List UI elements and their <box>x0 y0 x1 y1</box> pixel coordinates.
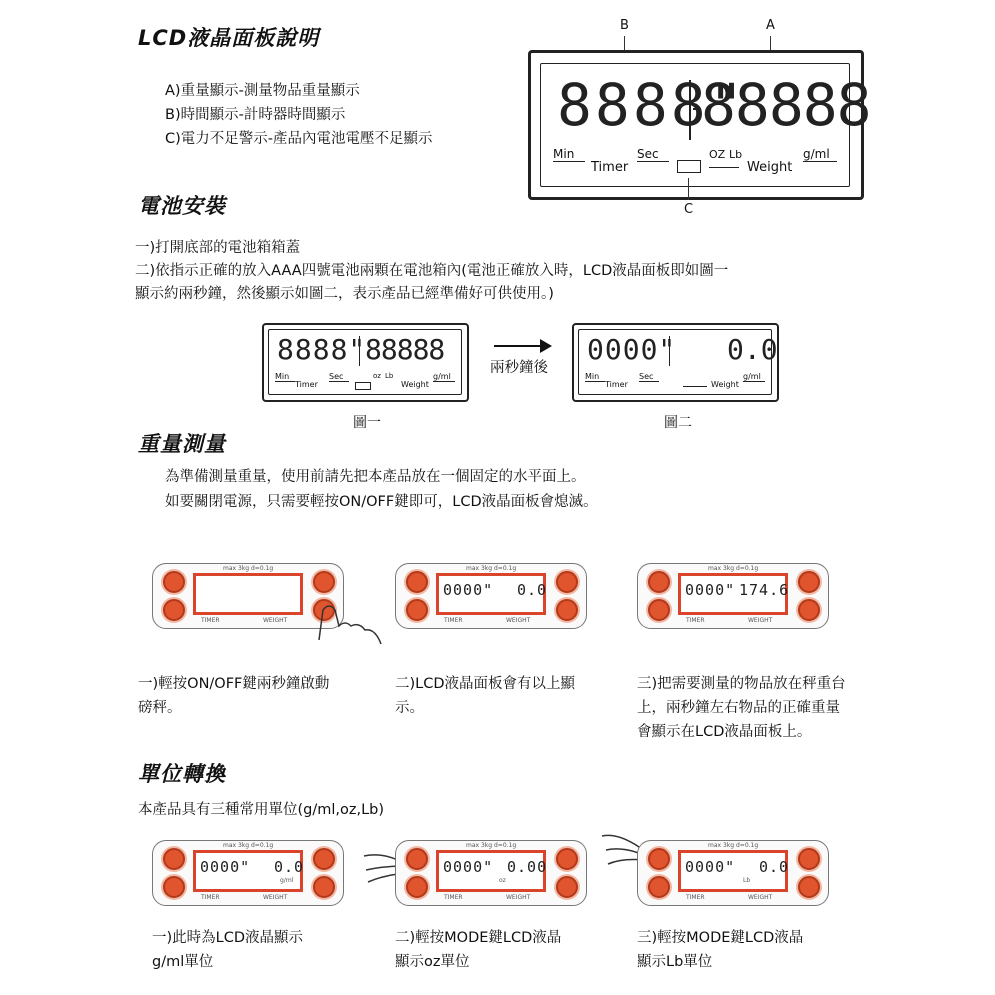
left-bottom-button[interactable] <box>648 876 670 898</box>
device-weight-readout: 174.6 <box>739 581 790 599</box>
device-timer-label: TIMER <box>201 617 220 624</box>
left-bottom-button[interactable] <box>163 876 185 898</box>
fig1-battery-icon <box>355 382 371 390</box>
device-timer-readout: 0000" <box>443 581 494 599</box>
mode-button[interactable] <box>648 848 670 870</box>
device-weight-label: WEIGHT <box>506 617 531 624</box>
right-top-button[interactable] <box>313 571 335 593</box>
unit-step-3-text: 三)輕按MODE鍵LCD液晶顯示Lb單位 <box>637 930 804 970</box>
on-off-button[interactable] <box>556 599 578 621</box>
weigh-section-title: 重量測量 <box>138 432 226 456</box>
fig2-lcd <box>572 323 779 402</box>
battery-step-1: 一)打開底部的電池箱箱蓋 <box>135 240 301 256</box>
device-timer-label: TIMER <box>201 894 220 901</box>
device-screen <box>436 850 546 892</box>
left-bottom-button[interactable] <box>406 599 428 621</box>
right-top-button[interactable] <box>556 571 578 593</box>
scale-device-step-2 <box>395 563 587 629</box>
lcd-desc-a: A)重量顯示-測量物品重量顯示 <box>165 83 360 99</box>
unit-step-2-text: 二)輕按MODE鍵LCD液晶顯示oz單位 <box>395 930 562 970</box>
fig1-gml: g/ml <box>433 372 455 382</box>
fig2-gml: g/ml <box>743 372 765 382</box>
weigh-step-2-text: 二)LCD液晶面板會有以上顯示。 <box>395 676 576 716</box>
battery-step-2: 二)依指示正確的放入AAA四號電池兩顆在電池箱內(電池正確放入時，LCD液晶面板即如圖一 <box>135 263 729 279</box>
device-timer-readout: 0000" <box>685 858 736 876</box>
device-weight-label: WEIGHT <box>263 894 288 901</box>
big-lcd-sec: Sec <box>637 148 669 162</box>
pressing-hand-icon <box>315 600 385 650</box>
fig2-divider <box>669 336 670 366</box>
right-top-button[interactable] <box>798 848 820 870</box>
device-unit-label: Lb <box>743 877 751 884</box>
device-timer-readout: 0000" <box>443 858 494 876</box>
big-lcd-divider <box>689 80 691 140</box>
lcd-section-title: LCD液晶面板說明 <box>138 26 320 50</box>
right-top-button[interactable] <box>556 848 578 870</box>
big-lcd-timer-digits: 8888" <box>557 71 747 139</box>
unit-device-gml <box>152 840 344 906</box>
big-lcd-timer: Timer <box>591 160 629 175</box>
on-off-button[interactable] <box>313 876 335 898</box>
device-screen <box>678 850 788 892</box>
left-top-button[interactable] <box>163 848 185 870</box>
big-lcd-gml: g/ml <box>803 148 837 162</box>
big-lcd-dash <box>693 108 701 110</box>
fig1-oz: oz <box>373 372 381 380</box>
device-top-label: max 3kg d=0.1g <box>223 565 274 572</box>
on-off-button[interactable] <box>798 876 820 898</box>
lcd-desc-b: B)時間顯示-計時器時間顯示 <box>165 107 346 123</box>
fig2-weight-line <box>683 386 707 387</box>
mode-button[interactable] <box>406 848 428 870</box>
unit-section-title: 單位轉換 <box>138 762 226 786</box>
fig2-weight-digits: 0.0 <box>727 333 778 366</box>
device-screen <box>193 850 303 892</box>
right-top-button[interactable] <box>798 571 820 593</box>
device-timer-label: TIMER <box>444 894 463 901</box>
big-lcd-oz: OZ <box>709 148 726 161</box>
device-timer-label: TIMER <box>444 617 463 624</box>
fig2-weight: Weight <box>711 380 739 389</box>
lcd-desc-c: C)電力不足警示-產品內電池電壓不足顯示 <box>165 131 433 147</box>
arrow-label: 兩秒鐘後 <box>490 360 548 376</box>
device-unit-label: g/ml <box>280 877 294 884</box>
fig1-sec: Sec <box>329 372 349 382</box>
big-lcd-lb: Lb <box>729 148 743 161</box>
left-bottom-button[interactable] <box>163 599 185 621</box>
battery-step-2-cont: 顯示約兩秒鐘，然後顯示如圖二，表示產品已經準備好可供使用。) <box>135 286 554 302</box>
device-weight-readout: 0.00 <box>507 858 548 876</box>
unit-step-1-text: 一)此時為LCD液晶顯示g/ml單位 <box>152 930 304 970</box>
left-top-button[interactable] <box>163 571 185 593</box>
device-top-label: max 3kg d=0.1g <box>708 565 759 572</box>
big-lcd-label-a: A <box>766 18 775 33</box>
device-timer-readout: 0000" <box>200 858 251 876</box>
on-off-button[interactable] <box>798 599 820 621</box>
weigh-step-3-text: 三)把需要測量的物品放在秤重台上，兩秒鐘左右物品的正確重量會顯示在LCD液晶面板上。 <box>637 676 846 740</box>
device-weight-label: WEIGHT <box>748 894 773 901</box>
big-lcd-frame <box>528 50 871 200</box>
left-top-button[interactable] <box>648 571 670 593</box>
weigh-text-1: 為準備測量重量，使用前請先把本產品放在一個固定的水平面上。 <box>165 469 586 485</box>
fig1-divider <box>359 336 360 366</box>
device-top-label: max 3kg d=0.1g <box>466 842 517 849</box>
left-top-button[interactable] <box>406 571 428 593</box>
unit-device-lb <box>637 840 829 906</box>
device-unit-label: oz <box>499 877 506 884</box>
fig2-caption: 圖二 <box>664 415 692 431</box>
big-lcd-weight: Weight <box>747 160 793 175</box>
scale-device-step-3 <box>637 563 829 629</box>
device-weight-readout: 0.0 <box>274 858 305 876</box>
fig2-sec: Sec <box>639 372 659 382</box>
arrow-right-icon <box>540 339 552 353</box>
fig1-lcd <box>262 323 469 402</box>
device-screen <box>678 573 788 615</box>
device-timer-label: TIMER <box>686 617 705 624</box>
fig2-min: Min <box>585 372 605 382</box>
fig1-weight-digits: 88888 <box>365 333 445 366</box>
on-off-button[interactable] <box>556 876 578 898</box>
device-weight-label: WEIGHT <box>748 617 773 624</box>
device-screen <box>436 573 546 615</box>
big-lcd-weight-digits: 88888 <box>701 71 871 139</box>
fig1-lb: Lb <box>385 372 394 380</box>
device-screen <box>193 573 303 615</box>
fig2-timer: Timer <box>605 380 628 389</box>
left-bottom-button[interactable] <box>406 876 428 898</box>
big-lcd-min: Min <box>553 148 585 162</box>
device-top-label: max 3kg d=0.1g <box>466 565 517 572</box>
arrow-line <box>494 345 544 347</box>
fig1-caption: 圖一 <box>353 415 381 431</box>
battery-section-title: 電池安裝 <box>138 194 226 218</box>
mode-button[interactable] <box>313 848 335 870</box>
device-weight-label: WEIGHT <box>506 894 531 901</box>
unit-intro: 本產品具有三種常用單位(g/ml,oz,Lb) <box>138 802 385 818</box>
big-lcd-diagram <box>528 18 871 218</box>
left-bottom-button[interactable] <box>648 599 670 621</box>
device-timer-readout: 0000" <box>685 581 736 599</box>
fig1-timer: Timer <box>295 380 318 389</box>
pointer-c <box>688 178 689 200</box>
fig1-timer-digits: 8888" <box>277 333 367 366</box>
big-lcd-label-b: B <box>620 18 629 33</box>
device-top-label: max 3kg d=0.1g <box>708 842 759 849</box>
big-lcd-label-c: C <box>684 202 694 217</box>
weigh-step-1-text: 一)輕按ON/OFF鍵兩秒鐘啟動磅秤。 <box>138 676 330 716</box>
device-weight-readout: 0.0 <box>517 581 548 599</box>
battery-icon <box>677 160 701 173</box>
device-weight-label: WEIGHT <box>263 617 288 624</box>
device-timer-label: TIMER <box>686 894 705 901</box>
device-top-label: max 3kg d=0.1g <box>223 842 274 849</box>
fig1-min: Min <box>275 372 295 382</box>
big-lcd-weight-line <box>709 167 739 168</box>
unit-device-oz <box>395 840 587 906</box>
fig1-weight: Weight <box>401 380 429 389</box>
device-weight-readout: 0.0 <box>759 858 790 876</box>
weigh-text-2: 如要關閉電源，只需要輕按ON/OFF鍵即可，LCD液晶面板會熄滅。 <box>165 494 598 510</box>
fig2-timer-digits: 0000" <box>587 333 677 366</box>
